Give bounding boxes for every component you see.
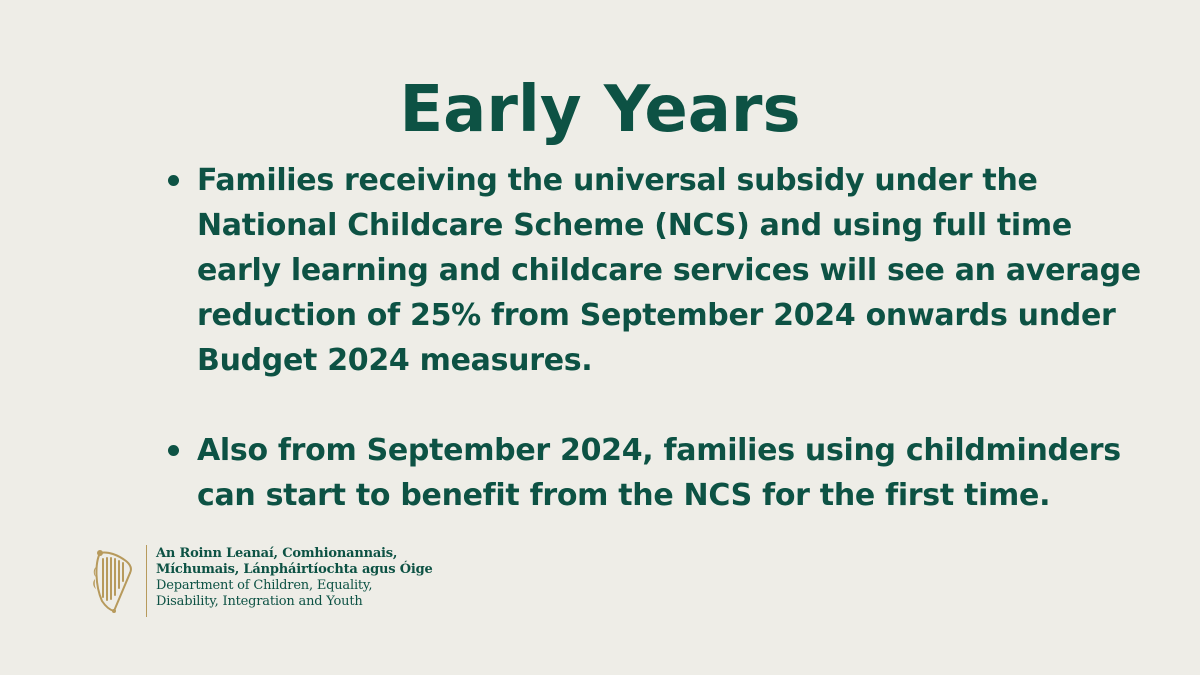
bullet-dot bbox=[168, 445, 179, 456]
harp-icon bbox=[90, 547, 138, 613]
department-name bbox=[156, 546, 456, 610]
bullet-item bbox=[165, 428, 1150, 518]
department-name-english-line-2: Disability, Integration and Youth bbox=[156, 594, 363, 609]
department-name-irish-line-1: An Roinn Leanaí, Comhionannais, bbox=[156, 546, 398, 561]
bullet-list bbox=[165, 158, 1150, 518]
logo-divider bbox=[146, 545, 147, 617]
department-name-english-line-1: Department of Children, Equality, bbox=[156, 578, 373, 593]
bullet-text: Families receiving the universal subsidy under the National Childcare Scheme (NCS) and using full time early learning and childcare services will see an average reduction of 25% from September 2024 onwards under Budget 2024 measures. bbox=[197, 163, 1141, 378]
department-logo bbox=[90, 545, 450, 620]
slide-title: Early Years bbox=[399, 73, 801, 147]
bullet-item bbox=[165, 158, 1150, 383]
bullet-text: Also from September 2024, families using childminders can start to benefit from the NCS for the first time. bbox=[197, 433, 1121, 513]
department-name-irish-line-2: Míchumais, Lánpháirtíochta agus Óige bbox=[156, 562, 433, 577]
bullet-dot bbox=[168, 175, 179, 186]
